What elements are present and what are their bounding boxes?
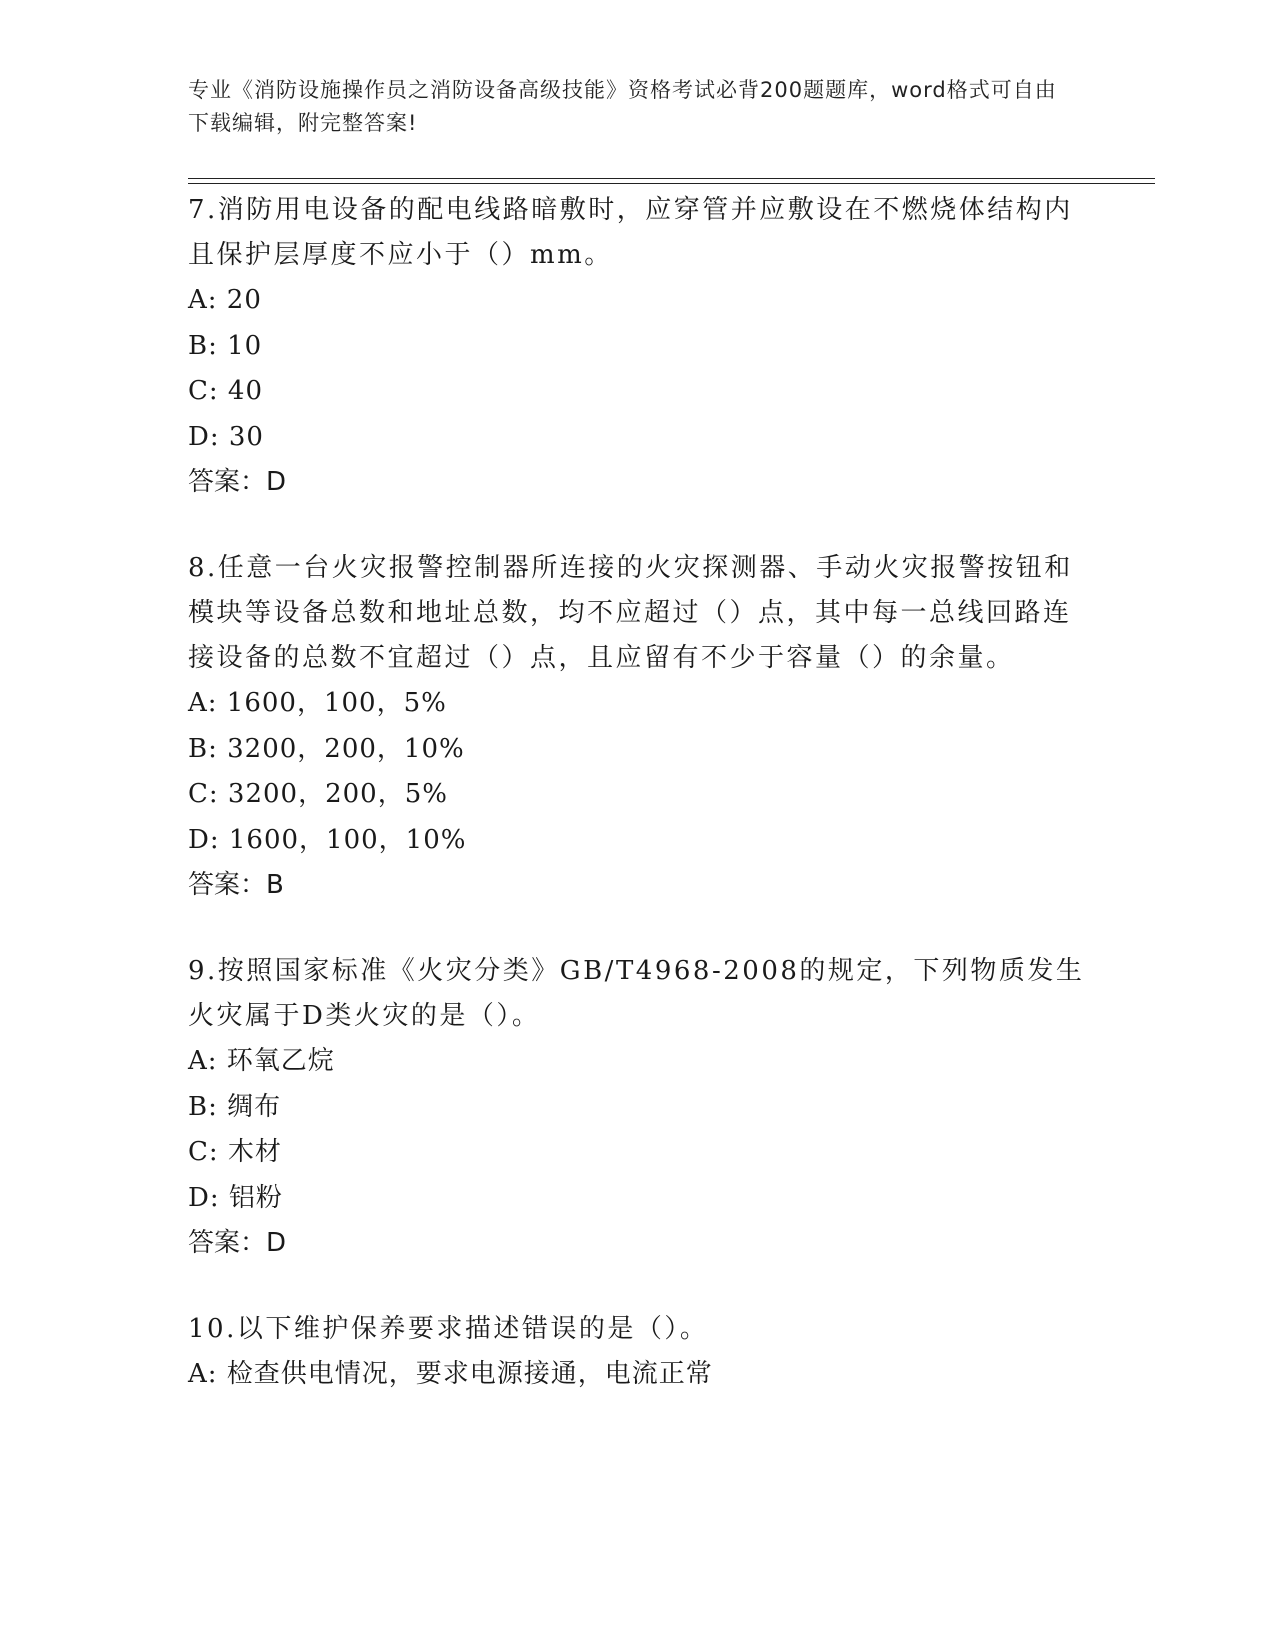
option-a: A: 1600，100，5% [188, 688, 447, 718]
answer-text: 答案：D [188, 1228, 287, 1258]
option-b: B: 绸布 [188, 1091, 282, 1122]
document-header: 专业《消防设施操作员之消防设备高级技能》资格考试必背200题题库，word格式可自由下载编辑，附完整答案! [188, 78, 1057, 135]
question-8 [188, 546, 1088, 907]
option-c: C: 木材 [188, 1137, 282, 1167]
option-b: B: 3200，200，10% [188, 733, 465, 764]
option-a: A: 检查供电情况，要求电源接通，电流正常 [188, 1359, 713, 1389]
question-spacer [188, 1265, 1088, 1307]
option-a: A: 环氧乙烷 [188, 1046, 335, 1076]
question-list [188, 188, 1088, 1398]
question-9 [188, 949, 1088, 1265]
question-stem: 10.以下维护保养要求描述错误的是（）。 [188, 1314, 709, 1344]
question-spacer [188, 504, 1088, 546]
option-b: B: 10 [188, 330, 263, 361]
question-7 [188, 188, 1088, 504]
question-spacer [188, 907, 1088, 949]
option-d: D: 铝粉 [188, 1182, 283, 1213]
option-d: D: 30 [188, 421, 264, 452]
header-divider-bottom [188, 183, 1155, 184]
option-c: C: 40 [188, 376, 264, 406]
question-stem: 7.消防用电设备的配电线路暗敷时，应穿管并应敷设在不燃烧体结构内且保护层厚度不应小于（）mm。 [188, 195, 1073, 270]
option-d: D: 1600，100，10% [188, 824, 467, 855]
option-c: C: 3200，200，5% [188, 779, 448, 809]
answer-text: 答案：D [188, 467, 287, 497]
header-divider-top [188, 178, 1155, 179]
answer-text: 答案：B [188, 870, 284, 900]
question-stem: 8.任意一台火灾报警控制器所连接的火灾探测器、手动火灾报警按钮和模块等设备总数和地址总数，均不应超过（）点，其中每一总线回路连接设备的总数不宜超过（）点，且应留有不少于容量（）的余量。 [188, 553, 1073, 673]
question-10 [188, 1307, 1088, 1398]
question-stem: 9.按照国家标准《火灾分类》GB/T4968-2008的规定，下列物质发生火灾属于D类火灾的是（）。 [188, 956, 1085, 1031]
option-a: A: 20 [188, 285, 262, 315]
